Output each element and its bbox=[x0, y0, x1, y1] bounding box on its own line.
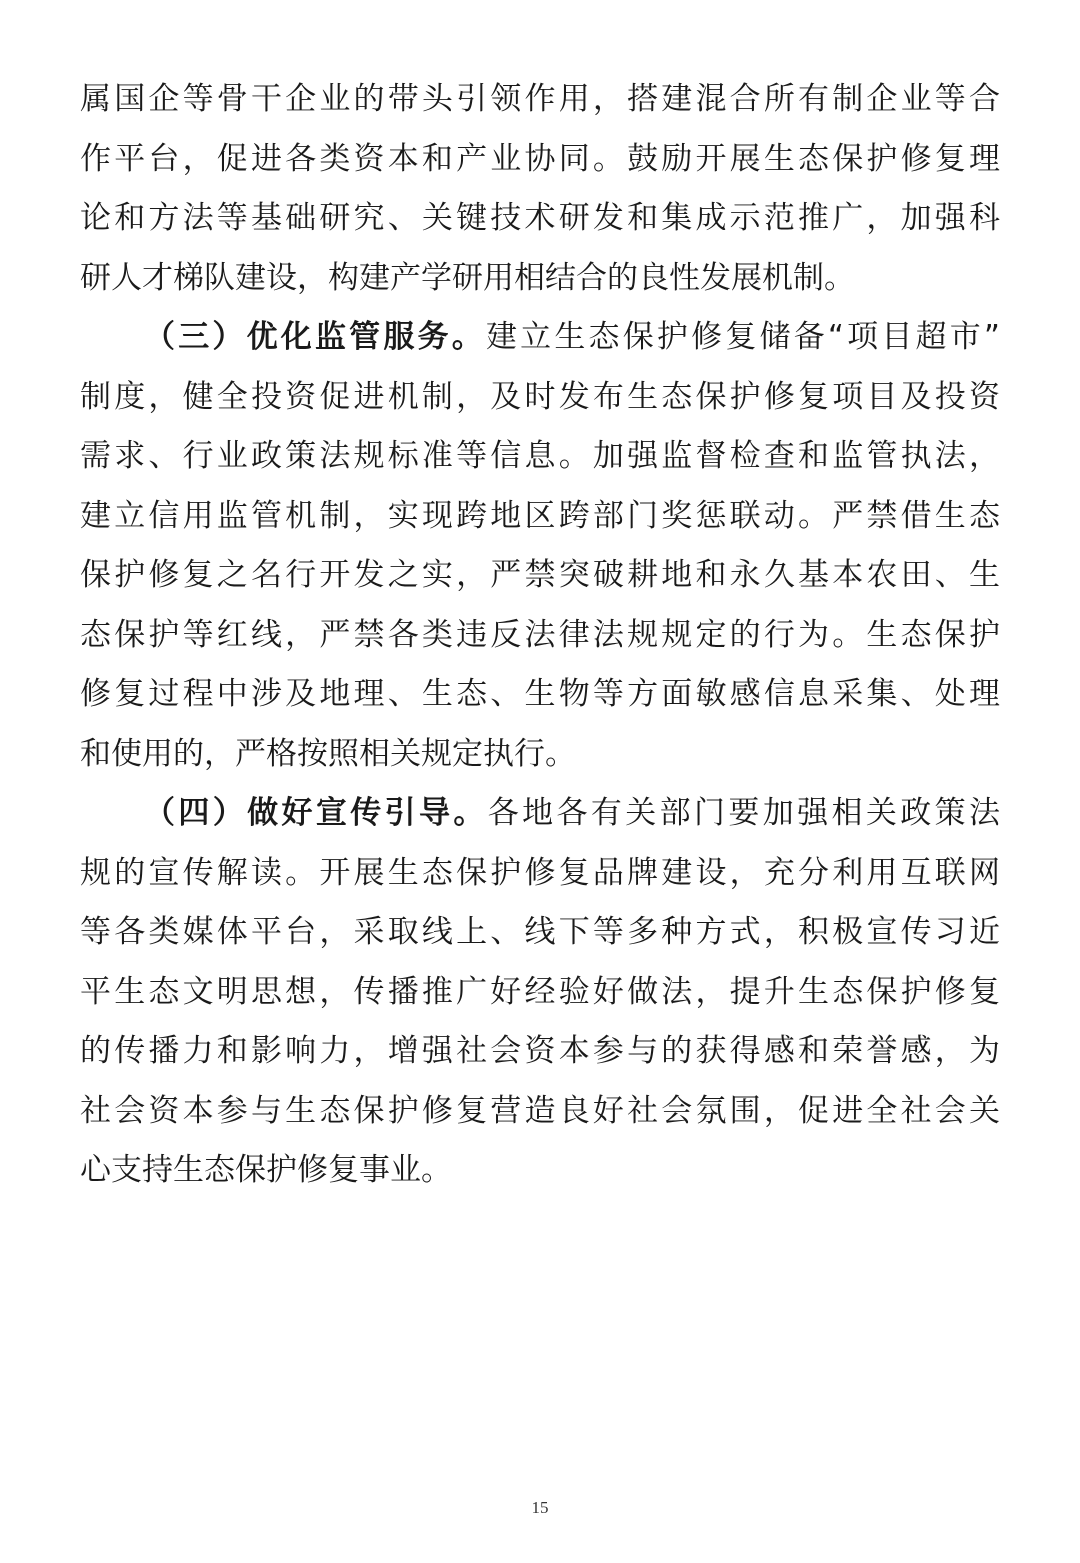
text-line: 态保护等红线，严禁各类违反法律法规规定的行为。生态保护 bbox=[80, 616, 1000, 653]
text-line: 制度，健全投资促进机制，及时发布生态保护修复项目及投资 bbox=[80, 378, 1000, 415]
text-line: 等各类媒体平台，采取线上、线下等多种方式，积极宣传习近 bbox=[80, 914, 1000, 950]
text-line: 需求、行业政策法规标准等信息。加强监督检查和监管执法， bbox=[80, 438, 1000, 474]
text-line: 心支持生态保护修复事业。 bbox=[80, 1152, 452, 1188]
section-heading-4: （四）做好宣传引导。 bbox=[144, 795, 488, 831]
page-number: 15 bbox=[531, 1498, 549, 1517]
text-line: 修复过程中涉及地理、生态、生物等方面敏感信息采集、处理 bbox=[80, 676, 1000, 712]
text-line: 研人才梯队建设，构建产学研用相结合的良性发展机制。 bbox=[80, 259, 855, 296]
section-heading-3: （三）优化监管服务。 bbox=[144, 319, 486, 355]
text-line: 的传播力和影响力，增强社会资本参与的获得感和荣誉感，为 bbox=[80, 1033, 1000, 1069]
body-text bbox=[80, 70, 1000, 1201]
text-line: 建立信用监管机制，实现跨地区跨部门奖惩联动。严禁借生态 bbox=[80, 497, 1000, 534]
text-line bbox=[80, 308, 1000, 368]
text-line: 作平台，促进各类资本和产业协同。鼓励开展生态保护修复理 bbox=[80, 140, 1000, 177]
text-line: 规的宣传解读。开展生态保护修复品牌建设，充分利用互联网 bbox=[80, 854, 1000, 891]
paragraph-supervision bbox=[80, 308, 1000, 784]
text-run: 建立生态保护修复储备“项目超市” bbox=[485, 319, 1000, 355]
text-line: 属国企等骨干企业的带头引领作用，搭建混合所有制企业等合 bbox=[80, 81, 1000, 117]
text-line: 论和方法等基础研究、关键技术研发和集成示范推广，加强科 bbox=[80, 200, 1000, 236]
paragraph-continued bbox=[80, 70, 1000, 308]
text-line: 社会资本参与生态保护修复营造良好社会氛围，促进全社会关 bbox=[80, 1092, 1000, 1129]
text-line: 和使用的，严格按照相关规定执行。 bbox=[80, 735, 576, 772]
text-line: 平生态文明思想，传播推广好经验好做法，提升生态保护修复 bbox=[80, 973, 1000, 1010]
text-line: 保护修复之名行开发之实，严禁突破耕地和永久基本农田、生 bbox=[80, 557, 1000, 593]
text-run: 各地各有关部门要加强相关政策法 bbox=[487, 795, 1000, 831]
paragraph-publicity bbox=[80, 784, 1000, 1201]
text-line bbox=[80, 784, 1000, 844]
